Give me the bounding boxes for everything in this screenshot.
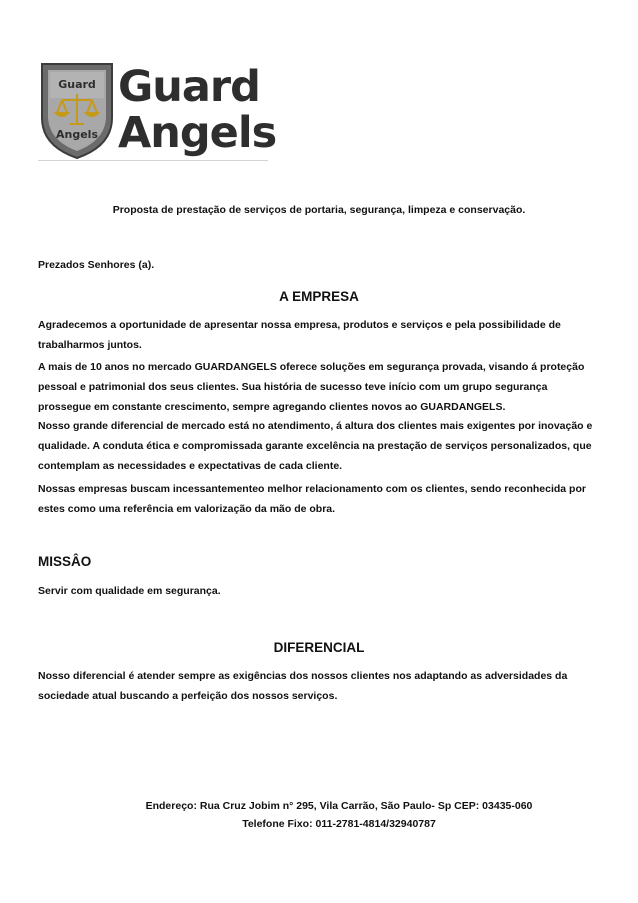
section-title-missao: MISSÂO <box>38 554 92 569</box>
missao-paragraph: Servir com qualidade em segurança. <box>38 585 221 597</box>
empresa-paragraph-1: Agradecemos a oportunidade de apresentar nossa empresa, produtos e serviços e pela possibilidade de trabalharmos juntos. <box>38 319 561 351</box>
empresa-paragraph-3: Nosso grande diferencial de mercado está no atendimento, á altura dos clientes mais exigentes por inovação e qualidade. A conduta ética e compromissada garante excelência na prestação de serviços personalizados, que contemplam as necessidades e expectativas de cada cliente. <box>38 420 593 472</box>
section-title-empresa: A EMPRESA <box>279 289 359 304</box>
brand-line-2: Angels <box>118 108 277 158</box>
badge-bottom-text: Angels <box>56 128 98 141</box>
footer-phone: Telefone Fixo: 011-2781-4814/32940787 <box>242 818 436 830</box>
section-title-diferencial: DIFERENCIAL <box>273 640 365 655</box>
proposal-subtitle: Proposta de prestação de serviços de portaria, segurança, limpeza e conservação. <box>112 204 526 216</box>
footer-address: Endereço: Rua Cruz Jobim n° 295, Vila Carrão, São Paulo- Sp CEP: 03435-060 <box>145 800 533 812</box>
logo-divider <box>38 160 268 161</box>
brand-line-1: Guard <box>118 62 260 112</box>
empresa-paragraph-2: A mais de 10 anos no mercado GUARDANGELS oferece soluções em segurança provada, visando á proteção pessoal e patrimonial dos seus clientes. Sua história de sucesso teve início com um grupo segurança prossegue em constante crescimento, sempre agregando clientes novos ao GUARDANGELS. <box>38 361 585 413</box>
empresa-paragraph-4: Nossas empresas buscam incessantementeo melhor relacionamento com os clientes, sendo reconhecida por estes como uma referência em valorização da mão de obra. <box>38 483 586 515</box>
diferencial-paragraph: Nosso diferencial é atender sempre as exigências dos nossos clientes nos adaptando as adversidades da sociedade atual buscando a perfeição dos nossos serviços. <box>38 670 568 702</box>
brand-wordmark <box>118 64 276 156</box>
badge-top-text: Guard <box>58 78 96 91</box>
greeting: Prezados Senhores (a). <box>38 259 155 271</box>
